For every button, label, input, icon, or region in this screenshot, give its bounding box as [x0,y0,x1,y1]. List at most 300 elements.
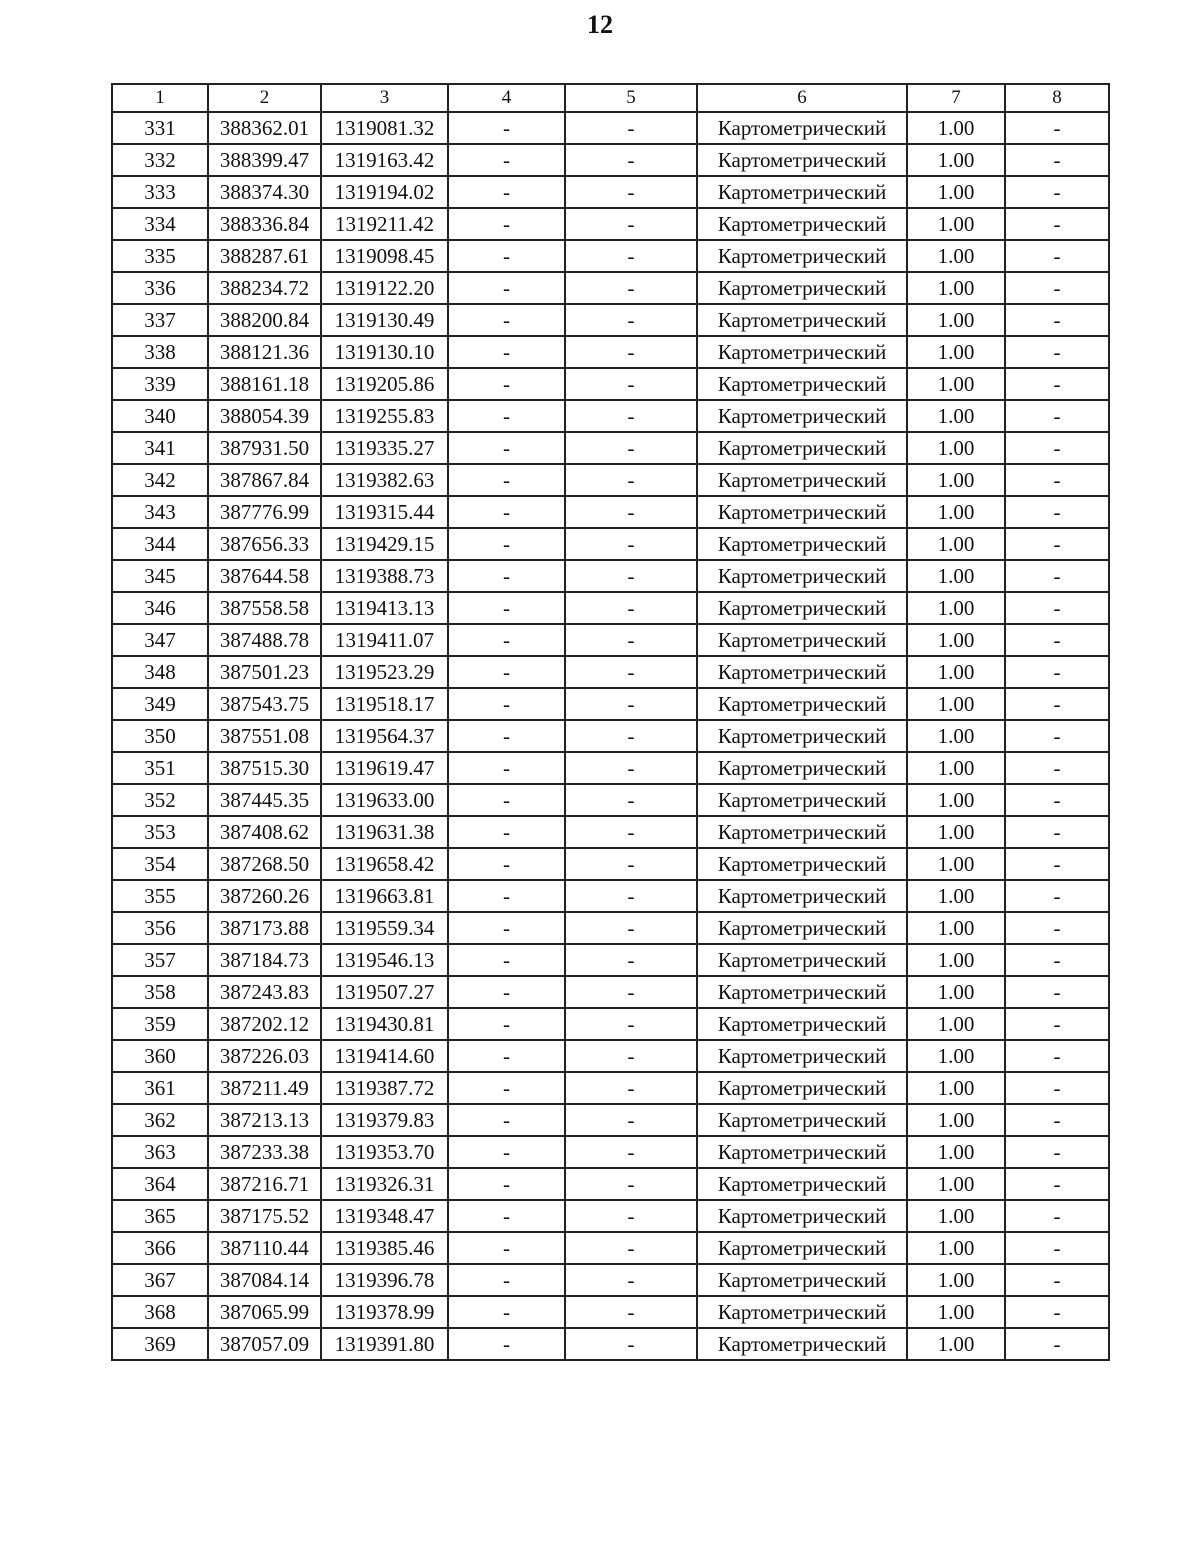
col4-cell: - [448,368,565,400]
column-header: 6 [697,84,907,112]
col8-cell: - [1005,1040,1109,1072]
col4-cell: - [448,1264,565,1296]
col4-cell: - [448,1168,565,1200]
col8-cell: - [1005,624,1109,656]
table-row [112,240,1109,272]
col5-cell: - [565,720,697,752]
col5-cell: - [565,784,697,816]
col8-cell: - [1005,1328,1109,1360]
col5-cell: - [565,1200,697,1232]
col5-cell: - [565,816,697,848]
table-row [112,272,1109,304]
col8-cell: - [1005,1264,1109,1296]
col8-cell: - [1005,944,1109,976]
x-coordinate-cell: 387057.09 [208,1328,321,1360]
point-number-cell: 359 [112,1008,208,1040]
x-coordinate-cell: 387867.84 [208,464,321,496]
table-row [112,304,1109,336]
accuracy-cell: 1.00 [907,1296,1005,1328]
point-number-cell: 333 [112,176,208,208]
method-cell: Картометрический [697,720,907,752]
point-number-cell: 365 [112,1200,208,1232]
accuracy-cell: 1.00 [907,240,1005,272]
col5-cell: - [565,368,697,400]
table-row [112,592,1109,624]
y-coordinate-cell: 1319414.60 [321,1040,448,1072]
point-number-cell: 355 [112,880,208,912]
col5-cell: - [565,912,697,944]
accuracy-cell: 1.00 [907,976,1005,1008]
accuracy-cell: 1.00 [907,1264,1005,1296]
col8-cell: - [1005,208,1109,240]
y-coordinate-cell: 1319631.38 [321,816,448,848]
point-number-cell: 340 [112,400,208,432]
table-row [112,528,1109,560]
accuracy-cell: 1.00 [907,1200,1005,1232]
x-coordinate-cell: 387226.03 [208,1040,321,1072]
table-row [112,912,1109,944]
method-cell: Картометрический [697,1104,907,1136]
col8-cell: - [1005,560,1109,592]
y-coordinate-cell: 1319396.78 [321,1264,448,1296]
point-number-cell: 364 [112,1168,208,1200]
point-number-cell: 349 [112,688,208,720]
y-coordinate-cell: 1319385.46 [321,1232,448,1264]
col5-cell: - [565,976,697,1008]
method-cell: Картометрический [697,848,907,880]
col8-cell: - [1005,528,1109,560]
table-row [112,560,1109,592]
col4-cell: - [448,208,565,240]
col5-cell: - [565,336,697,368]
y-coordinate-cell: 1319130.10 [321,336,448,368]
col5-cell: - [565,1264,697,1296]
point-number-cell: 332 [112,144,208,176]
col8-cell: - [1005,1168,1109,1200]
col4-cell: - [448,624,565,656]
method-cell: Картометрический [697,784,907,816]
method-cell: Картометрический [697,880,907,912]
col4-cell: - [448,944,565,976]
col8-cell: - [1005,496,1109,528]
method-cell: Картометрический [697,656,907,688]
y-coordinate-cell: 1319413.13 [321,592,448,624]
x-coordinate-cell: 387173.88 [208,912,321,944]
accuracy-cell: 1.00 [907,336,1005,368]
col4-cell: - [448,1136,565,1168]
accuracy-cell: 1.00 [907,496,1005,528]
point-number-cell: 354 [112,848,208,880]
y-coordinate-cell: 1319633.00 [321,784,448,816]
y-coordinate-cell: 1319391.80 [321,1328,448,1360]
col4-cell: - [448,1008,565,1040]
table-row [112,1040,1109,1072]
col4-cell: - [448,720,565,752]
x-coordinate-cell: 387644.58 [208,560,321,592]
col5-cell: - [565,240,697,272]
method-cell: Картометрический [697,272,907,304]
method-cell: Картометрический [697,688,907,720]
method-cell: Картометрический [697,464,907,496]
col5-cell: - [565,1104,697,1136]
method-cell: Картометрический [697,176,907,208]
method-cell: Картометрический [697,592,907,624]
point-number-cell: 356 [112,912,208,944]
col8-cell: - [1005,1200,1109,1232]
x-coordinate-cell: 387488.78 [208,624,321,656]
accuracy-cell: 1.00 [907,1008,1005,1040]
col5-cell: - [565,112,697,144]
method-cell: Картометрический [697,112,907,144]
x-coordinate-cell: 387543.75 [208,688,321,720]
method-cell: Картометрический [697,432,907,464]
x-coordinate-cell: 387408.62 [208,816,321,848]
y-coordinate-cell: 1319326.31 [321,1168,448,1200]
x-coordinate-cell: 388200.84 [208,304,321,336]
method-cell: Картометрический [697,944,907,976]
accuracy-cell: 1.00 [907,272,1005,304]
col8-cell: - [1005,1104,1109,1136]
table-row [112,400,1109,432]
x-coordinate-cell: 387084.14 [208,1264,321,1296]
y-coordinate-cell: 1319081.32 [321,112,448,144]
accuracy-cell: 1.00 [907,784,1005,816]
column-header: 3 [321,84,448,112]
x-coordinate-cell: 388287.61 [208,240,321,272]
method-cell: Картометрический [697,1296,907,1328]
point-number-cell: 331 [112,112,208,144]
col5-cell: - [565,496,697,528]
point-number-cell: 347 [112,624,208,656]
col4-cell: - [448,496,565,528]
accuracy-cell: 1.00 [907,1136,1005,1168]
col4-cell: - [448,528,565,560]
col4-cell: - [448,688,565,720]
col4-cell: - [448,144,565,176]
method-cell: Картометрический [697,560,907,592]
col4-cell: - [448,656,565,688]
y-coordinate-cell: 1319663.81 [321,880,448,912]
col5-cell: - [565,848,697,880]
x-coordinate-cell: 387268.50 [208,848,321,880]
point-number-cell: 335 [112,240,208,272]
table-row [112,208,1109,240]
col5-cell: - [565,432,697,464]
x-coordinate-cell: 387110.44 [208,1232,321,1264]
table-row [112,752,1109,784]
method-cell: Картометрический [697,816,907,848]
table-row [112,1264,1109,1296]
point-number-cell: 344 [112,528,208,560]
y-coordinate-cell: 1319255.83 [321,400,448,432]
accuracy-cell: 1.00 [907,304,1005,336]
y-coordinate-cell: 1319163.42 [321,144,448,176]
table-row [112,1168,1109,1200]
y-coordinate-cell: 1319564.37 [321,720,448,752]
col5-cell: - [565,1072,697,1104]
method-cell: Картометрический [697,496,907,528]
x-coordinate-cell: 387233.38 [208,1136,321,1168]
table-row [112,1104,1109,1136]
point-number-cell: 348 [112,656,208,688]
table-row [112,432,1109,464]
x-coordinate-cell: 387175.52 [208,1200,321,1232]
col5-cell: - [565,560,697,592]
point-number-cell: 342 [112,464,208,496]
accuracy-cell: 1.00 [907,1232,1005,1264]
col8-cell: - [1005,304,1109,336]
accuracy-cell: 1.00 [907,368,1005,400]
col8-cell: - [1005,176,1109,208]
table-row [112,1008,1109,1040]
x-coordinate-cell: 387501.23 [208,656,321,688]
table-row [112,176,1109,208]
accuracy-cell: 1.00 [907,144,1005,176]
x-coordinate-cell: 387213.13 [208,1104,321,1136]
accuracy-cell: 1.00 [907,528,1005,560]
col8-cell: - [1005,112,1109,144]
x-coordinate-cell: 388054.39 [208,400,321,432]
accuracy-cell: 1.00 [907,880,1005,912]
col4-cell: - [448,1200,565,1232]
point-number-cell: 341 [112,432,208,464]
x-coordinate-cell: 387243.83 [208,976,321,1008]
table-row [112,720,1109,752]
col4-cell: - [448,1104,565,1136]
table-row [112,848,1109,880]
accuracy-cell: 1.00 [907,944,1005,976]
y-coordinate-cell: 1319194.02 [321,176,448,208]
accuracy-cell: 1.00 [907,1072,1005,1104]
col8-cell: - [1005,1296,1109,1328]
method-cell: Картометрический [697,336,907,368]
point-number-cell: 362 [112,1104,208,1136]
x-coordinate-cell: 387065.99 [208,1296,321,1328]
accuracy-cell: 1.00 [907,112,1005,144]
y-coordinate-cell: 1319122.20 [321,272,448,304]
col4-cell: - [448,304,565,336]
column-header: 4 [448,84,565,112]
col8-cell: - [1005,1136,1109,1168]
method-cell: Картометрический [697,1200,907,1232]
y-coordinate-cell: 1319098.45 [321,240,448,272]
accuracy-cell: 1.00 [907,816,1005,848]
col5-cell: - [565,656,697,688]
col8-cell: - [1005,432,1109,464]
col5-cell: - [565,1296,697,1328]
table-row [112,496,1109,528]
y-coordinate-cell: 1319382.63 [321,464,448,496]
col5-cell: - [565,1328,697,1360]
col4-cell: - [448,880,565,912]
table-row [112,624,1109,656]
column-header: 5 [565,84,697,112]
table-body [112,112,1109,1360]
col8-cell: - [1005,848,1109,880]
point-number-cell: 350 [112,720,208,752]
col5-cell: - [565,304,697,336]
accuracy-cell: 1.00 [907,720,1005,752]
col8-cell: - [1005,272,1109,304]
col4-cell: - [448,464,565,496]
y-coordinate-cell: 1319658.42 [321,848,448,880]
x-coordinate-cell: 387515.30 [208,752,321,784]
table-row [112,464,1109,496]
method-cell: Картометрический [697,1040,907,1072]
method-cell: Картометрический [697,208,907,240]
col5-cell: - [565,1040,697,1072]
y-coordinate-cell: 1319387.72 [321,1072,448,1104]
accuracy-cell: 1.00 [907,176,1005,208]
x-coordinate-cell: 387656.33 [208,528,321,560]
point-number-cell: 346 [112,592,208,624]
point-number-cell: 367 [112,1264,208,1296]
accuracy-cell: 1.00 [907,208,1005,240]
table-row [112,368,1109,400]
point-number-cell: 339 [112,368,208,400]
col5-cell: - [565,144,697,176]
table-row [112,816,1109,848]
col5-cell: - [565,1008,697,1040]
col8-cell: - [1005,720,1109,752]
method-cell: Картометрический [697,240,907,272]
col4-cell: - [448,272,565,304]
x-coordinate-cell: 388374.30 [208,176,321,208]
method-cell: Картометрический [697,1008,907,1040]
table-row [112,112,1109,144]
col4-cell: - [448,1296,565,1328]
y-coordinate-cell: 1319205.86 [321,368,448,400]
col8-cell: - [1005,976,1109,1008]
col4-cell: - [448,752,565,784]
y-coordinate-cell: 1319619.47 [321,752,448,784]
y-coordinate-cell: 1319429.15 [321,528,448,560]
accuracy-cell: 1.00 [907,624,1005,656]
method-cell: Картометрический [697,144,907,176]
point-number-cell: 343 [112,496,208,528]
accuracy-cell: 1.00 [907,1168,1005,1200]
x-coordinate-cell: 387216.71 [208,1168,321,1200]
accuracy-cell: 1.00 [907,464,1005,496]
accuracy-cell: 1.00 [907,1040,1005,1072]
col8-cell: - [1005,1232,1109,1264]
x-coordinate-cell: 387551.08 [208,720,321,752]
col8-cell: - [1005,336,1109,368]
col8-cell: - [1005,144,1109,176]
method-cell: Картометрический [697,400,907,432]
x-coordinate-cell: 387558.58 [208,592,321,624]
x-coordinate-cell: 387260.26 [208,880,321,912]
accuracy-cell: 1.00 [907,912,1005,944]
y-coordinate-cell: 1319559.34 [321,912,448,944]
y-coordinate-cell: 1319546.13 [321,944,448,976]
column-header: 7 [907,84,1005,112]
col4-cell: - [448,912,565,944]
col8-cell: - [1005,880,1109,912]
col5-cell: - [565,592,697,624]
method-cell: Картометрический [697,1168,907,1200]
col4-cell: - [448,784,565,816]
table-row [112,1232,1109,1264]
col4-cell: - [448,1232,565,1264]
col4-cell: - [448,1072,565,1104]
table-row [112,880,1109,912]
col8-cell: - [1005,240,1109,272]
col8-cell: - [1005,816,1109,848]
col5-cell: - [565,176,697,208]
method-cell: Картометрический [697,1232,907,1264]
accuracy-cell: 1.00 [907,848,1005,880]
col4-cell: - [448,560,565,592]
accuracy-cell: 1.00 [907,432,1005,464]
page-number: 12 [587,10,613,39]
table-row [112,1296,1109,1328]
accuracy-cell: 1.00 [907,752,1005,784]
col5-cell: - [565,400,697,432]
point-number-cell: 334 [112,208,208,240]
col8-cell: - [1005,464,1109,496]
col8-cell: - [1005,656,1109,688]
col8-cell: - [1005,784,1109,816]
x-coordinate-cell: 388362.01 [208,112,321,144]
point-number-cell: 353 [112,816,208,848]
point-number-cell: 352 [112,784,208,816]
col5-cell: - [565,464,697,496]
col5-cell: - [565,1168,697,1200]
table-row [112,688,1109,720]
point-number-cell: 357 [112,944,208,976]
col4-cell: - [448,400,565,432]
col4-cell: - [448,592,565,624]
table-row [112,1328,1109,1360]
y-coordinate-cell: 1319335.27 [321,432,448,464]
y-coordinate-cell: 1319130.49 [321,304,448,336]
col8-cell: - [1005,752,1109,784]
x-coordinate-cell: 387184.73 [208,944,321,976]
coordinates-table [111,83,1110,1361]
y-coordinate-cell: 1319507.27 [321,976,448,1008]
accuracy-cell: 1.00 [907,656,1005,688]
col5-cell: - [565,688,697,720]
point-number-cell: 369 [112,1328,208,1360]
col4-cell: - [448,1040,565,1072]
y-coordinate-cell: 1319353.70 [321,1136,448,1168]
col5-cell: - [565,272,697,304]
col5-cell: - [565,1136,697,1168]
col8-cell: - [1005,1072,1109,1104]
y-coordinate-cell: 1319378.99 [321,1296,448,1328]
method-cell: Картометрический [697,1072,907,1104]
point-number-cell: 358 [112,976,208,1008]
y-coordinate-cell: 1319430.81 [321,1008,448,1040]
method-cell: Картометрический [697,1328,907,1360]
col4-cell: - [448,240,565,272]
col8-cell: - [1005,400,1109,432]
col4-cell: - [448,336,565,368]
method-cell: Картометрический [697,976,907,1008]
col4-cell: - [448,816,565,848]
x-coordinate-cell: 387202.12 [208,1008,321,1040]
table-header-row [112,84,1109,112]
point-number-cell: 345 [112,560,208,592]
y-coordinate-cell: 1319315.44 [321,496,448,528]
col8-cell: - [1005,368,1109,400]
accuracy-cell: 1.00 [907,688,1005,720]
table-row [112,784,1109,816]
table-row [112,944,1109,976]
col8-cell: - [1005,912,1109,944]
method-cell: Картометрический [697,304,907,336]
